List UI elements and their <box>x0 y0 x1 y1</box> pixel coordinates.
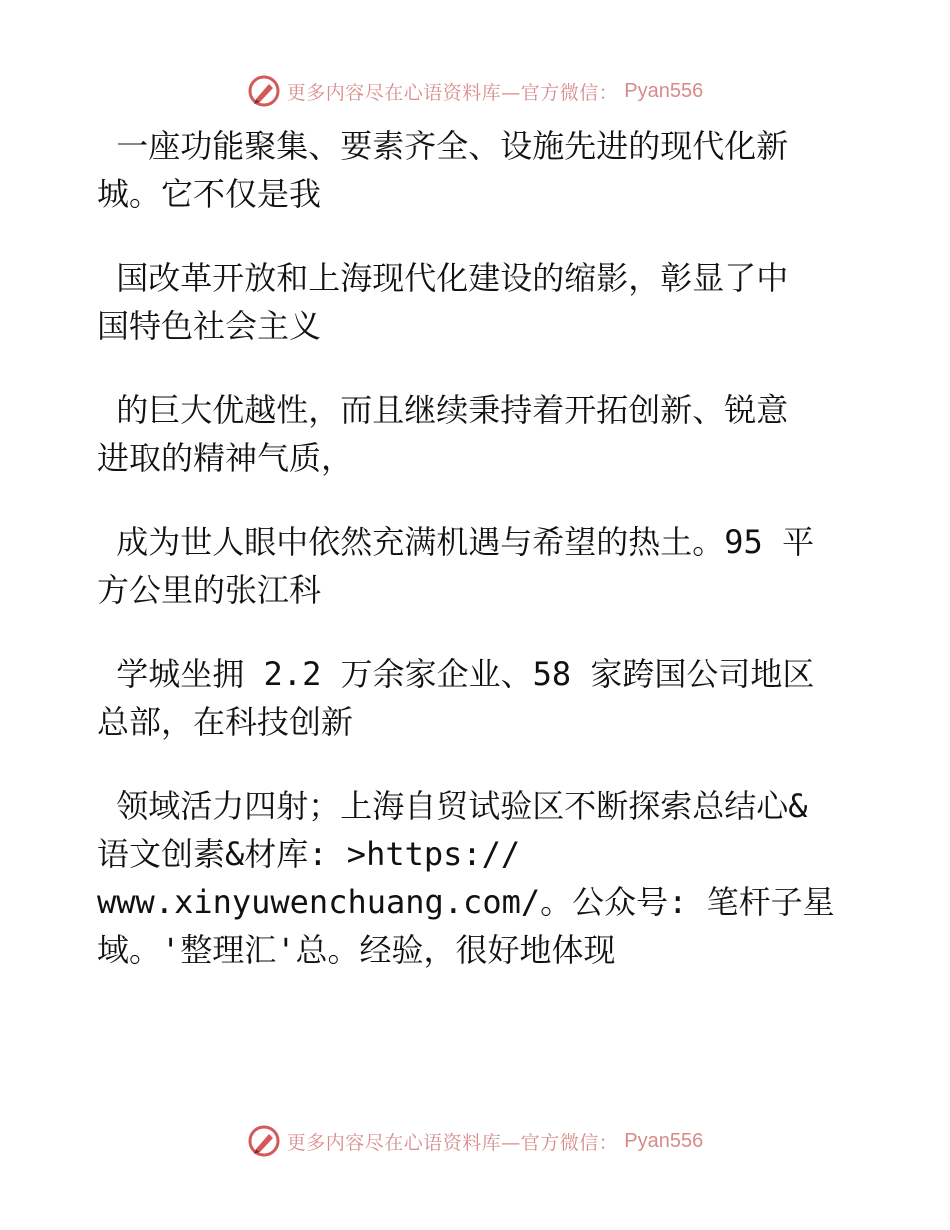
paragraph-2 <box>97 254 857 350</box>
paragraph-line: 语文创素&材库: >https:// <box>97 835 521 873</box>
paragraph-line: 城。它不仅是我 <box>97 175 322 213</box>
paragraph-6 <box>97 782 857 974</box>
paragraph-line: 国改革开放和上海现代化建设的缩影，彰显了中 <box>97 259 789 297</box>
paragraph-4 <box>97 518 857 614</box>
paragraph-line: 领域活力四射；上海自贸试验区不断探索总结心& <box>97 787 808 825</box>
footer-banner-text: 更多内容尽在心语资料库—官方微信： <box>286 1131 619 1154</box>
header-banner-text: 更多内容尽在心语资料库—官方微信： <box>286 81 619 104</box>
paragraph-line: 成为世人眼中依然充满机遇与希望的热土。95 平 <box>97 523 815 561</box>
paragraph-line: 一座功能聚集、要素齐全、设施先进的现代化新 <box>97 127 789 165</box>
footer-watermark-banner <box>0 1121 950 1161</box>
paragraph-line: www.xinyuwenchuang.com/。公众号: 笔杆子星 <box>97 883 835 921</box>
paragraph-1 <box>97 122 857 218</box>
pen-logo-icon <box>247 74 281 108</box>
paragraph-line: 方公里的张江科 <box>97 571 322 609</box>
paragraph-line: 域。'整理汇'总。经验，很好地体现 <box>97 931 616 969</box>
paragraph-line: 进取的精神气质， <box>97 439 354 477</box>
pen-logo-icon <box>247 1124 281 1158</box>
footer-banner-id: Pyan556 <box>624 1129 704 1152</box>
paragraph-line: 国特色社会主义 <box>97 307 322 345</box>
paragraph-3 <box>97 386 857 482</box>
paragraph-line: 总部，在科技创新 <box>97 703 354 741</box>
paragraph-line: 学城坐拥 2.2 万余家企业、58 家跨国公司地区 <box>97 655 815 693</box>
paragraph-5 <box>97 650 857 746</box>
header-banner-id: Pyan556 <box>624 79 704 102</box>
header-watermark-banner <box>0 71 950 111</box>
paragraph-line: 的巨大优越性，而且继续秉持着开拓创新、锐意 <box>97 391 789 429</box>
document-body <box>97 122 857 974</box>
